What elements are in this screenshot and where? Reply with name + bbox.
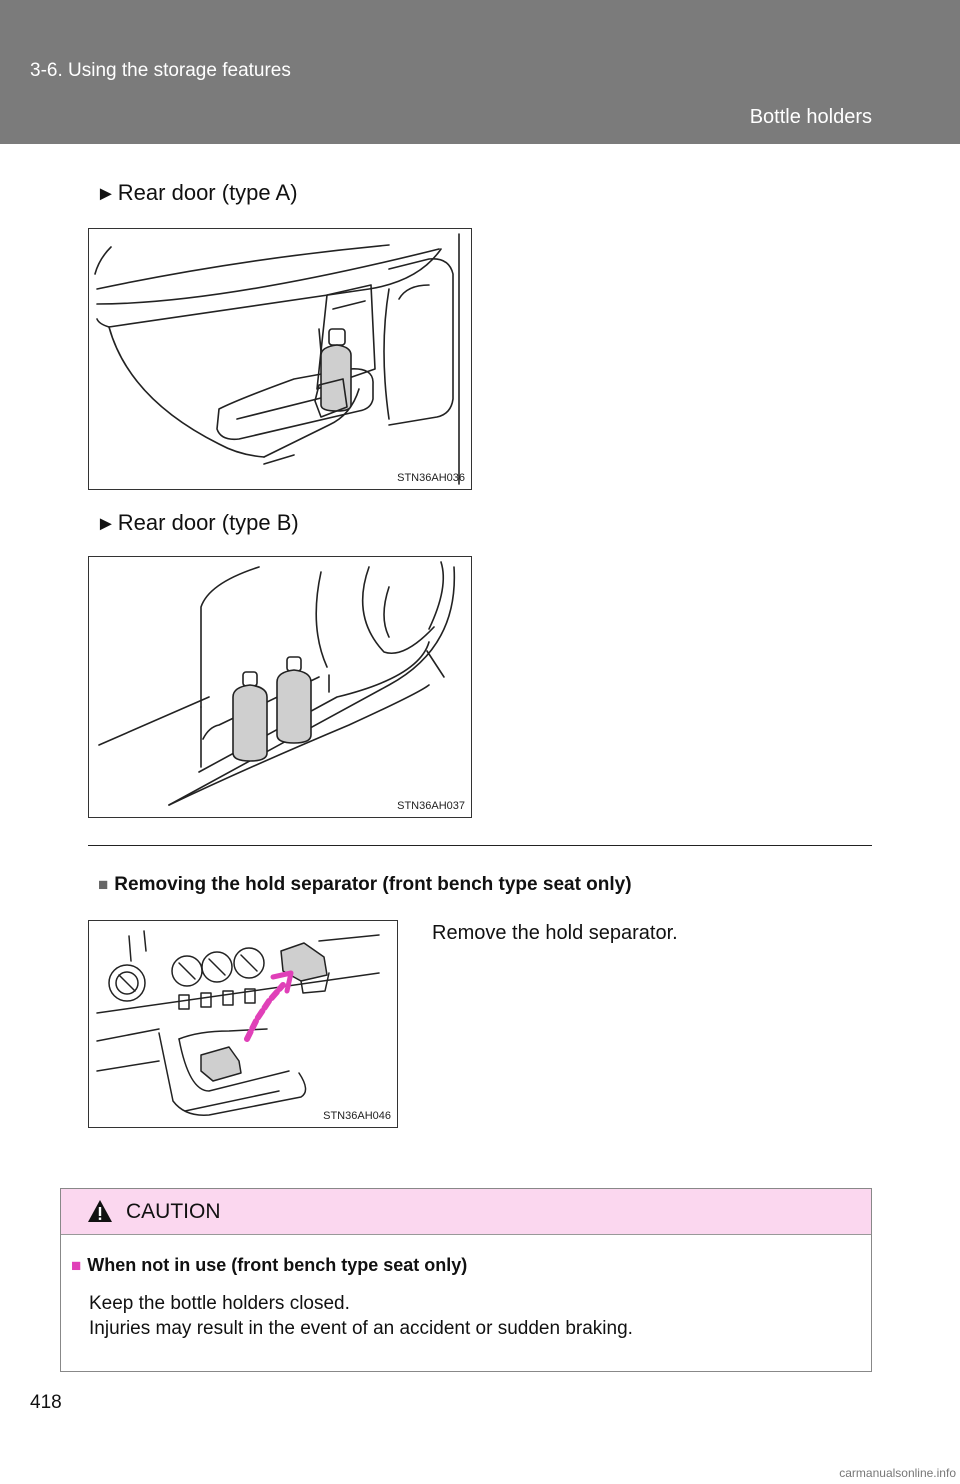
- caution-box: [60, 1188, 872, 1372]
- figure-a-label: ►Rear door (type A): [96, 180, 298, 205]
- arrow-right-icon: ►: [96, 183, 116, 205]
- figure-code: STN36AH046: [323, 1110, 391, 1122]
- section-title: 3-6. Using the storage features: [30, 60, 291, 81]
- page-header: [0, 0, 960, 144]
- instruction-text: Remove the hold separator.: [432, 922, 678, 944]
- section-divider: [88, 845, 872, 846]
- figure-code: STN36AH036: [397, 472, 465, 484]
- caution-line: Injuries may result in the event of an accident or sudden braking.: [89, 1318, 633, 1339]
- figure-b-label: ►Rear door (type B): [96, 510, 299, 535]
- caution-title: CAUTION: [126, 1200, 221, 1223]
- figure-rear-door-type-b: [88, 556, 472, 818]
- figure-rear-door-type-a: [88, 228, 472, 490]
- footer-watermark: carmanualsonline.info: [839, 1466, 956, 1480]
- arrow-right-icon: ►: [96, 513, 116, 535]
- subsection-title: Bottle holders: [749, 106, 872, 128]
- square-bullet-icon: ■: [98, 875, 109, 894]
- warning-triangle-icon: [87, 1199, 113, 1223]
- caution-line: Keep the bottle holders closed.: [89, 1293, 350, 1314]
- caution-item-heading: ■ When not in use (front bench type seat only): [71, 1255, 468, 1275]
- section-heading: ■ Removing the hold separator (front bench type seat only): [98, 874, 632, 895]
- figure-hold-separator: [88, 920, 398, 1128]
- caution-header: [61, 1189, 871, 1235]
- page-number: 418: [30, 1392, 62, 1413]
- square-bullet-icon: ■: [71, 1256, 82, 1275]
- caution-body: [89, 1291, 633, 1341]
- figure-code: STN36AH037: [397, 800, 465, 812]
